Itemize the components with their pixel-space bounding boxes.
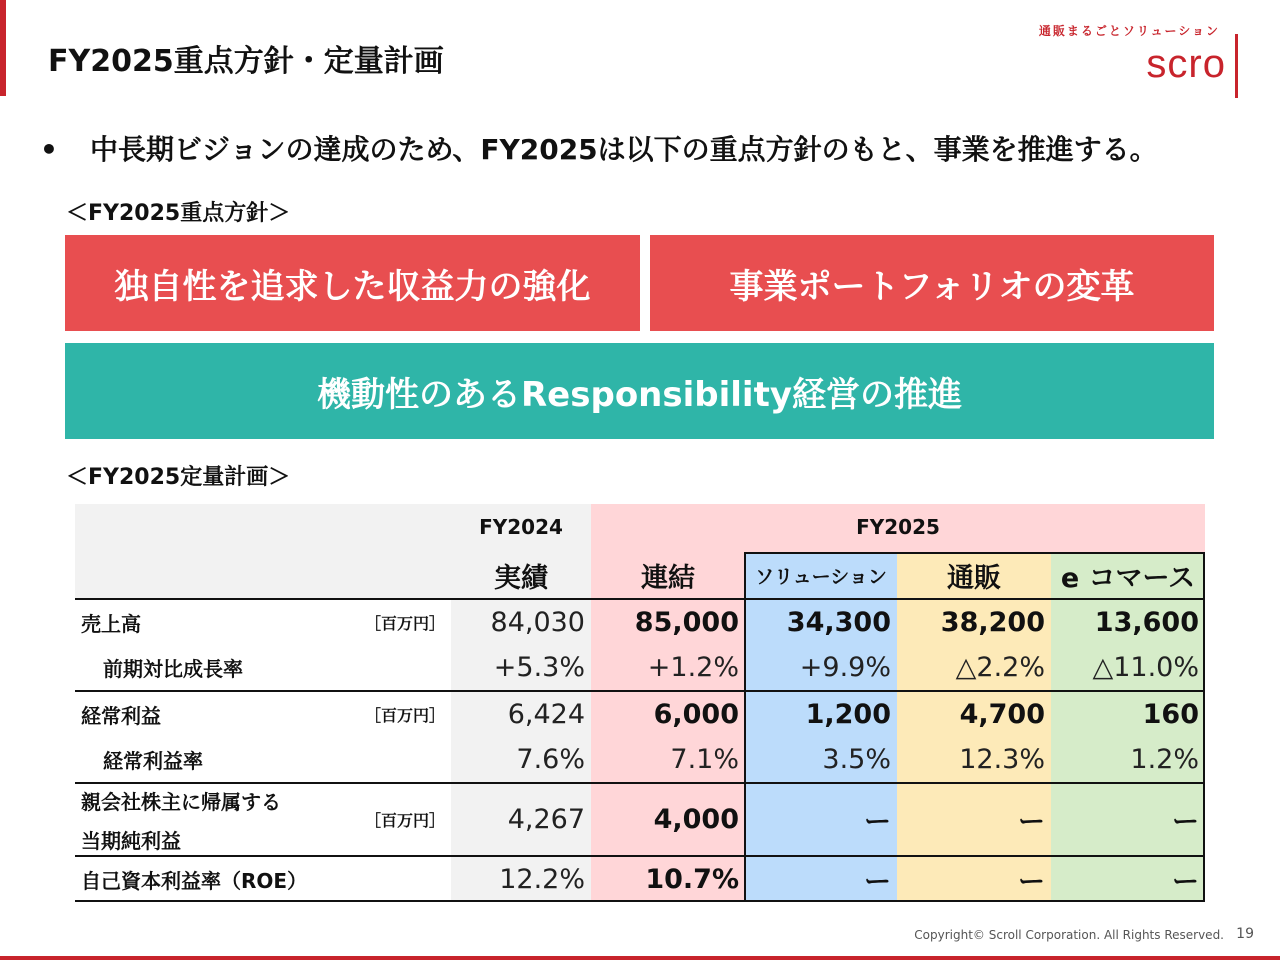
row-margin-consolidated: 7.1% [670,744,739,775]
row-ordinary-profit-ecommerce: 160 [1142,698,1199,730]
scroll-logo [1038,22,1256,102]
row-margin-fy2024: 7.6% [516,744,585,775]
title-accent-bar [0,0,6,96]
row-margin-label: 経常利益率 [103,749,203,773]
row-net-income-fy2024: 4,267 [507,804,585,835]
table-rule-bottom [75,900,1205,902]
row-margin-solution: 3.5% [822,744,891,775]
page-title: FY2025重点方針・定量計画 [48,44,444,79]
row-ordinary-profit-solution: 1,200 [805,698,891,730]
lead-text: 中長期ビジョンの達成のため、FY2025は以下の重点方針のもと、事業を推進する。 [90,133,1158,166]
header-actual: 実績 [494,563,548,594]
row-roe-solution: ー [864,866,891,898]
footer-accent-bar [0,956,1280,960]
copyright: Copyright© Scroll Corporation. All Rights Reserved. [914,928,1224,942]
row-sales-consolidated: 85,000 [634,606,739,638]
table-rule-3 [75,855,1205,857]
policy-box-responsibility: 機動性のあるResponsibility経営の推進 [65,343,1214,439]
header-solution: ソリューション [745,552,897,599]
policy-box-profitability: 独自性を追求した収益力の強化 [65,235,640,331]
page-number: 19 [1236,926,1254,942]
row-ordinary-profit-label: 経常利益 [81,703,161,728]
row-growth-fy2024: +5.3% [493,652,585,683]
logo-bar [1235,34,1238,98]
lead-bullet [40,128,1158,168]
row-roe-fy2024: 12.2% [499,863,585,895]
row-sales-solution: 34,300 [786,606,891,638]
table-rule-1 [75,690,1205,692]
row-net-income-label-line2: 当期純利益 [81,828,181,853]
row-growth-tsuhan: △2.2% [955,652,1045,683]
row-net-income-label-line1: 親会社株主に帰属する [81,789,281,814]
row-roe-tsuhan: ー [1018,866,1045,898]
row-sales-tsuhan: 38,200 [940,606,1045,638]
bullet-marker: • [40,133,58,166]
row-ordinary-profit-consolidated: 6,000 [653,698,739,730]
row-growth-ecommerce: △11.0% [1092,652,1199,683]
row-growth-label: 前期対比成長率 [103,657,243,681]
header-ecommerce: e コマース [1051,552,1205,599]
row-ordinary-profit-tsuhan: 4,700 [959,698,1045,730]
row-sales-label: 売上高 [81,611,141,636]
row-roe-label: 自己資本利益率（ROE） [81,868,308,893]
table-rule-2 [75,782,1205,784]
table-rule-header [75,598,1205,600]
policy-section-label: ＜FY2025重点方針＞ [66,201,291,226]
row-net-income-solution: ー [864,807,891,838]
row-ordinary-profit-fy2024: 6,424 [507,698,585,730]
plan-section-label: ＜FY2025定量計画＞ [66,465,291,490]
row-sales-ecommerce: 13,600 [1094,606,1199,638]
row-sales-fy2024: 84,030 [490,606,585,638]
header-tsuhan: 通販 [897,552,1051,599]
row-net-income-tsuhan: ー [1018,807,1045,838]
row-net-income-label [75,783,375,856]
row-margin-tsuhan: 12.3% [959,744,1045,775]
row-roe-ecommerce: ー [1172,866,1199,898]
row-margin-ecommerce: 1.2% [1130,744,1199,775]
segment-header-rule [744,552,1205,554]
row-net-income-consolidated: 4,000 [653,804,739,835]
policy-box-portfolio: 事業ポートフォリオの変革 [650,235,1214,331]
header-fy2025: FY2025 [856,514,940,539]
row-growth-solution: +9.9% [799,652,891,683]
row-net-income-unit: ［百万円］ [364,811,445,830]
segment-box-left [744,552,746,902]
row-sales-unit: ［百万円］ [364,613,445,633]
segment-box-right [1203,552,1205,902]
header-fy2024: FY2024 [479,514,563,539]
quantitative-plan-table [75,504,1205,902]
header-consolidated: 連結 [591,552,745,599]
row-roe-consolidated: 10.7% [645,863,739,895]
logo-tagline: 通販まるごとソリューション [1038,24,1220,38]
row-ordinary-profit-unit: ［百万円］ [364,705,445,725]
logo-wordmark: scro [1146,42,1226,86]
row-net-income-ecommerce: ー [1172,807,1199,838]
row-growth-consolidated: +1.2% [647,652,739,683]
